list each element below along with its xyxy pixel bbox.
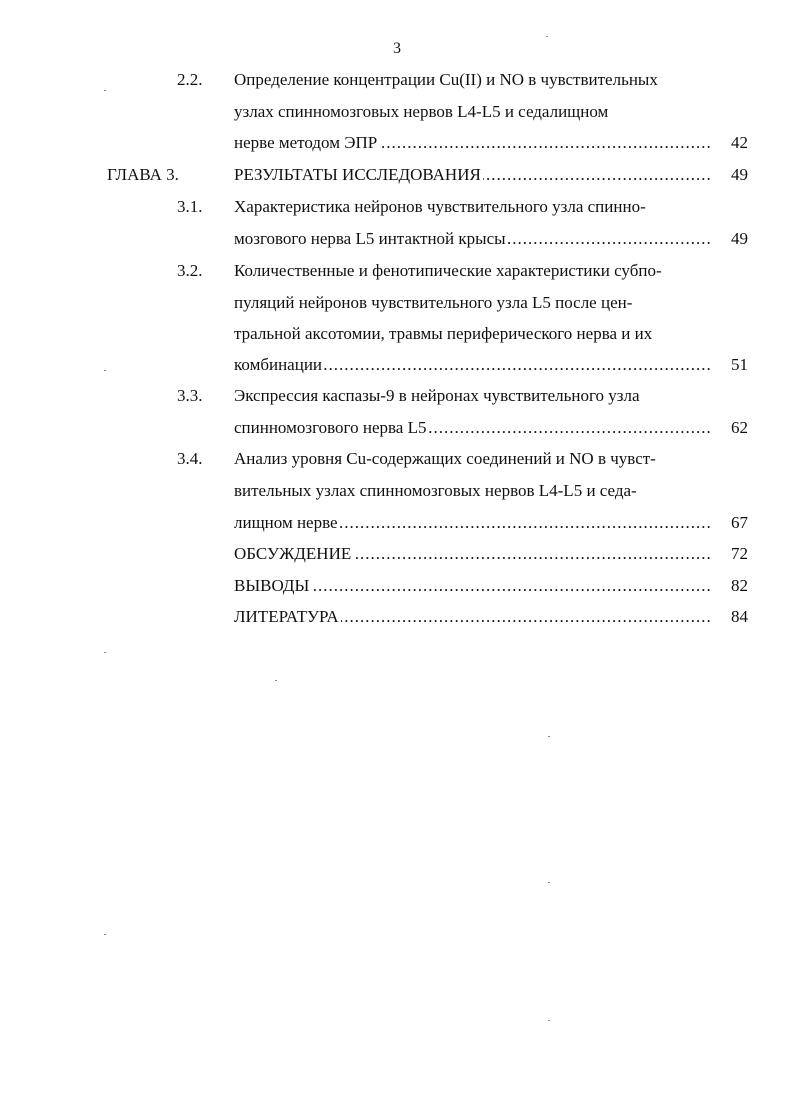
page-ref: 82 bbox=[731, 576, 748, 595]
section-number: 3.1. bbox=[177, 197, 203, 216]
toc-entry-line: узлах спинномозговых нервов L4-L5 и седалищном bbox=[234, 102, 609, 121]
section-number: 3.3. bbox=[177, 386, 203, 405]
toc-entry-leader bbox=[234, 575, 712, 597]
toc-entry-line: Характеристика нейронов чувствительного узла спинно- bbox=[234, 197, 646, 216]
toc-entry-line: спинномозгового нерва L5 bbox=[234, 418, 427, 437]
scan-speck bbox=[548, 882, 550, 883]
page-ref: 84 bbox=[731, 607, 748, 626]
toc-entry-line: тральной аксотомии, травмы периферического нерва и их bbox=[234, 324, 653, 343]
toc-entry-line: лищном нерве bbox=[234, 513, 338, 532]
scan-speck bbox=[104, 934, 106, 935]
page-number: 3 bbox=[393, 40, 401, 57]
toc-entry-line: мозгового нерва L5 интактной крысы bbox=[234, 229, 506, 248]
scan-speck bbox=[104, 652, 106, 653]
toc-entry-line: ВЫВОДЫ bbox=[234, 576, 310, 595]
toc-entry-line: комбинации bbox=[234, 355, 323, 374]
toc-entry-leader bbox=[234, 543, 712, 565]
toc-entry-leader bbox=[234, 417, 712, 439]
toc-entry-leader bbox=[234, 354, 712, 376]
page-ref: 49 bbox=[731, 229, 748, 248]
toc-entry-line: Экспрессия каспазы-9 в нейронах чувствительного узла bbox=[234, 386, 640, 405]
scan-speck bbox=[548, 736, 550, 737]
toc-entry-line: Определение концентрации Cu(II) и NO в чувствительных bbox=[234, 70, 658, 89]
scan-speck bbox=[546, 36, 548, 37]
toc-entry-line: пуляций нейронов чувствительного узла L5 после цен- bbox=[234, 293, 633, 312]
toc-entry-line: Анализ уровня Cu-содержащих соединений и NO в чувст- bbox=[234, 449, 656, 468]
page-ref: 62 bbox=[731, 418, 748, 437]
toc-entry-leader bbox=[234, 606, 712, 628]
page-ref: 42 bbox=[731, 133, 748, 152]
section-number: 2.2. bbox=[177, 70, 203, 89]
toc-entry-line: вительных узлах спинномозговых нервов L4-L5 и седа- bbox=[234, 481, 637, 500]
toc-entry-leader bbox=[234, 512, 712, 534]
page-ref: 51 bbox=[731, 355, 748, 374]
page-ref: 72 bbox=[731, 544, 748, 563]
chapter-label: ГЛАВА 3. bbox=[107, 165, 179, 184]
scan-speck bbox=[104, 90, 106, 91]
scan-speck bbox=[548, 1020, 550, 1021]
toc-entry-line: Количественные и фенотипические характеристики субпо- bbox=[234, 261, 662, 280]
toc-entry-line: РЕЗУЛЬТАТЫ ИССЛЕДОВАНИЯ bbox=[234, 165, 481, 184]
toc-entry-leader bbox=[234, 164, 712, 186]
toc-entry-line: ЛИТЕРАТУРА bbox=[234, 607, 339, 626]
toc-entry-line: ОБСУЖДЕНИЕ bbox=[234, 544, 352, 563]
toc-entry-leader bbox=[234, 228, 712, 250]
page-ref: 67 bbox=[731, 513, 748, 532]
page-ref: 49 bbox=[731, 165, 748, 184]
toc-entry-leader bbox=[234, 132, 712, 154]
toc-entry-line: нерве методом ЭПР bbox=[234, 133, 378, 152]
scan-speck bbox=[275, 680, 277, 681]
scan-speck bbox=[104, 370, 106, 371]
section-number: 3.2. bbox=[177, 261, 203, 280]
section-number: 3.4. bbox=[177, 449, 203, 468]
